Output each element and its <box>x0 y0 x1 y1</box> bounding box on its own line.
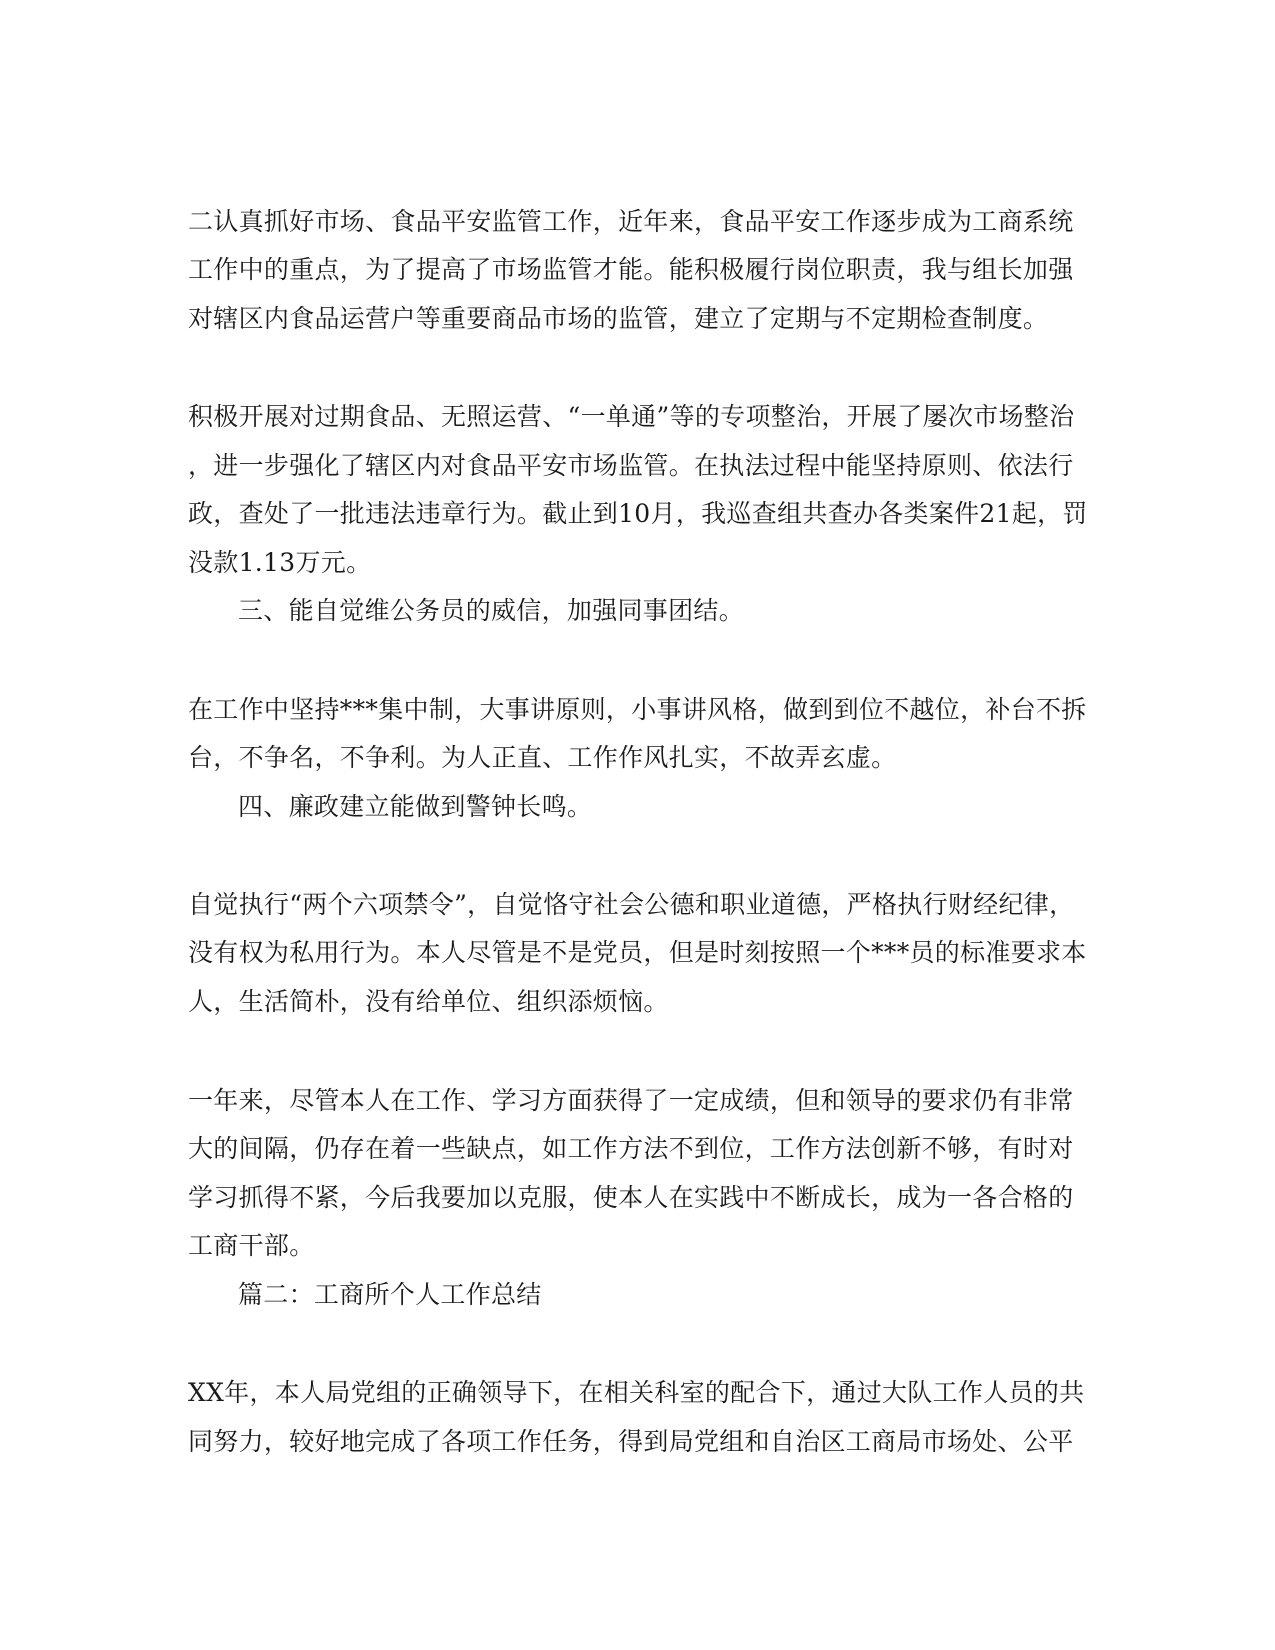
text-line-12: 自觉执行“两个六项禁令”，自觉恪守社会公德和职业道德，严格执行财经纪律， <box>188 890 1075 919</box>
section-heading-3: 三、能自觉维公务员的威信，加强同事团结。 <box>238 596 745 625</box>
text-line-2: 工作中的重点，为了提高了市场监管才能。能积极履行岗位职责，我与组长加强 <box>188 255 1074 284</box>
section-heading-4: 四、廉政建立能做到警钟长鸣。 <box>238 792 593 821</box>
text-line-9: 在工作中坚持***集中制，大事讲原则，小事讲风格，做到到位不越位，补台不拆 <box>188 695 1087 724</box>
text-line-6: 政，查处了一批违法违章行为。截止到10月，我巡查组共查办各类案件21起，罚 <box>188 499 1088 528</box>
text-line-5: ，进一步强化了辖区内对食品平安市场监管。在执法过程中能坚持原则、依法行 <box>188 451 1074 480</box>
text-line-21: 同努力，较好地完成了各项工作任务，得到局党组和自治区工商局市场处、公平 <box>188 1427 1074 1456</box>
text-line-10: 台，不争名，不争利。为人正直、工作作风扎实，不故弄玄虚。 <box>188 743 897 772</box>
text-line-14: 人，生活简朴，没有给单位、组织添烦恼。 <box>188 987 669 1016</box>
text-line-7: 没款1.13万元。 <box>188 548 372 577</box>
text-line-4: 积极开展对过期食品、无照运营、“一单通”等的专项整治，开展了屡次市场整治 <box>188 402 1075 431</box>
text-line-16: 大的间隔，仍存在着一些缺点，如工作方法不到位，工作方法创新不够，有时对 <box>188 1134 1074 1163</box>
text-line-18: 工商干部。 <box>188 1231 315 1260</box>
text-line-1: 二认真抓好市场、食品平安监管工作，近年来，食品平安工作逐步成为工商系统 <box>188 207 1074 236</box>
article-heading-2: 篇二：工商所个人工作总结 <box>238 1280 542 1309</box>
text-line-17: 学习抓得不紧，今后我要加以克服，使本人在实践中不断成长，成为一各合格的 <box>188 1183 1074 1212</box>
text-line-15: 一年来，尽管本人在工作、学习方面获得了一定成绩，但和领导的要求仍有非常 <box>188 1086 1074 1115</box>
text-line-13: 没有权为私用行为。本人尽管是不是党员，但是时刻按照一个***员的标准要求本 <box>188 938 1087 967</box>
text-line-20: XX年，本人局党组的正确领导下，在相关科室的配合下，通过大队工作人员的共 <box>188 1378 1085 1407</box>
text-line-3: 对辖区内食品运营户等重要商品市场的监管，建立了定期与不定期检查制度。 <box>188 304 1049 333</box>
